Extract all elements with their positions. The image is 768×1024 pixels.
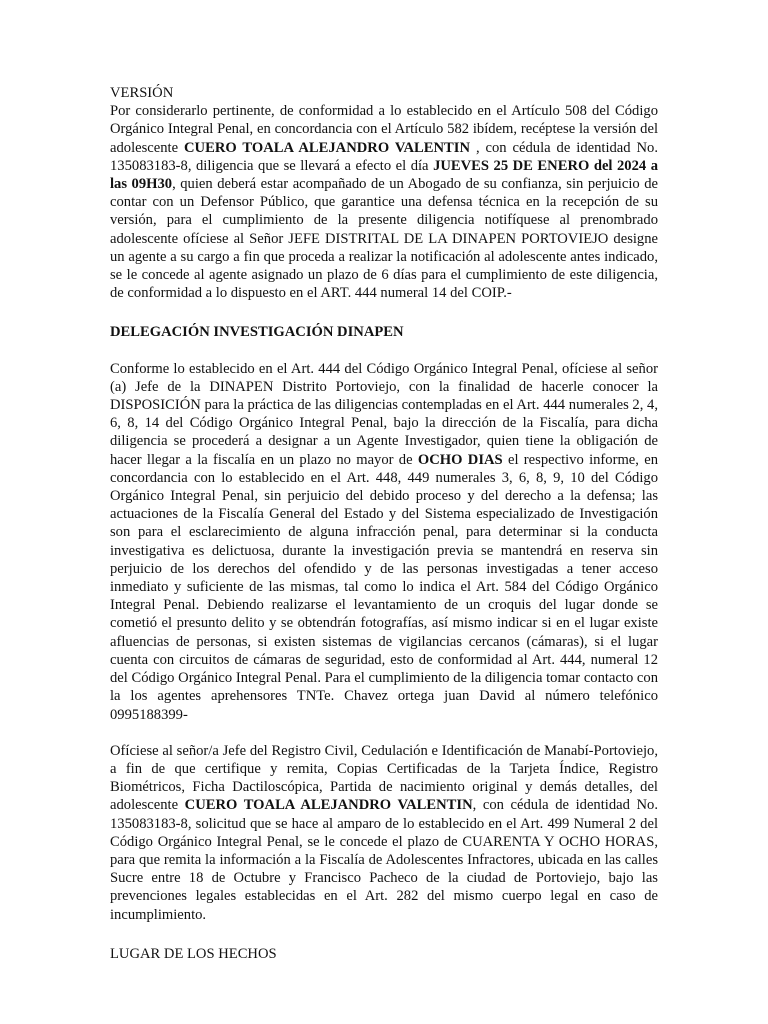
bold-text-run: CUERO TOALA ALEJANDRO VALENTIN (184, 797, 473, 814)
delegation-paragraph (110, 360, 658, 724)
version-heading: VERSIÓN (110, 85, 174, 101)
bold-text-run: CUERO TOALA ALEJANDRO VALENTIN (184, 139, 470, 156)
text-run: el respectivo informe, en concordancia con lo establecido en el Art. 448, 449 numerales 3, 6, 8, 9, 10 del Código Orgánico Integral Penal, sin perjuicio del debido proceso y del derecho a la defensa; las actuaciones de la Fiscalía General del Estado y del Sistema especializado de Investigación son para el esclarecimiento de alguna infracción penal, para determinar si la conducta investigativa es delictuosa, durante la investigación previa se mantendrá en reserva sin perjuicio de los derechos del ofendido y de las personas investigadas a tener acceso inmediato y suficiente de las mismas, tal como lo indica el Art. 584 del Código Orgánico Integral Penal. Debiendo realizarse el levantamiento de un croquis del lugar donde se cometió el presunto delito y se obtendrán fotografías, así mismo indicar si en el lugar existe afluencias de personas, si existen sistemas de vigilancias cercanos (cámaras), si el lugar cuenta con circuitos de cámaras de seguridad, esto de conformidad al Art. 444, numeral 12 del Código Orgánico Integral Penal. Para el cumplimiento de la diligencia tomar contacto con la los agentes aprehensores TNTe. Chavez ortega juan David al número telefónico 0995188399- (110, 451, 658, 723)
place-heading: LUGAR DE LOS HECHOS (110, 945, 277, 962)
bold-text-run: OCHO DIAS (417, 451, 503, 468)
bold-text-run: JUEVES 25 DE ENERO del 2024 a las 09H30 (110, 157, 659, 193)
version-paragraph (110, 102, 658, 302)
document-page (110, 84, 658, 963)
text-run: Conforme lo establecido en el Art. 444 del Código Orgánico Integral Penal, ofíciese al señor (a) Jefe de la DINAPEN Distrito Portoviejo, con la finalidad de hacerle conocer la DISPOSICIÓN para la práctica de las diligencias contempladas en el Art. 444 numerales 2, 4, 6, 8, 14 del Código Orgánico Integral Penal, bajo la dirección de la Fiscalía, para dicha diligencia se procederá a designar a un Agente Investigador, quien tiene la obligación de hacer llegar a la fiscalía en un plazo no mayor de (110, 360, 658, 468)
delegation-heading: DELEGACIÓN INVESTIGACIÓN DINAPEN (110, 324, 404, 341)
text-run: , con cédula de identidad No. 135083183-8, solicitud que se hace al amparo de lo establecido en el Art. 499 Numeral 2 del Código Orgánico Integral Penal, se le concede el plazo de CUARENTA Y OCHO HORAS, para que remita la información a la Fiscalía de Adolescentes Infractores, ubicada en las calles Sucre entre 18 de Octubre y Francisco Pacheco de la ciudad de Portoviejo, bajo las prevenciones legales establecidas en el Art. 282 del mismo cuerpo legal en caso de incumplimiento. (110, 797, 658, 923)
registry-paragraph (110, 742, 658, 924)
text-run: , con cédula de identidad No. 135083183-8, diligencia que se llevará a efecto el día (110, 139, 658, 174)
text-run: Ofíciese al señor/a Jefe del Registro Civil, Cedulación e Identificación de Manabí-Portoviejo, a fin de que certifique y remita, Copias Certificadas de la Tarjeta Índice, Registro Biométricos, Ficha Dactiloscópica, Partida de nacimiento original y demás detalles, del adolescente (110, 742, 658, 814)
text-run: Por considerarlo pertinente, de conformidad a lo establecido en el Artículo 508 del Código Orgánico Integral Penal, en concordancia con el Artículo 582 ibídem, recéptese la versión del adolescente (110, 103, 658, 156)
text-run: , quien deberá estar acompañado de un Abogado de su confianza, sin perjuicio de contar con un Defensor Público, que garantice una defensa técnica en la recepción de su versión, para el cumplimiento de la presente diligencia notifíquese al prenombrado adolescente ofíciese al Señor JEFE DISTRITAL DE LA DINAPEN PORTOVIEJO designe un agente a su cargo a fin que proceda a realizar la notificación al adolescente antes indicado, se le concede al agente asignado un plazo de 6 días para el cumplimiento de este diligencia, de conformidad a lo dispuesto en el ART. 444 numeral 14 del COIP.- (110, 176, 658, 302)
